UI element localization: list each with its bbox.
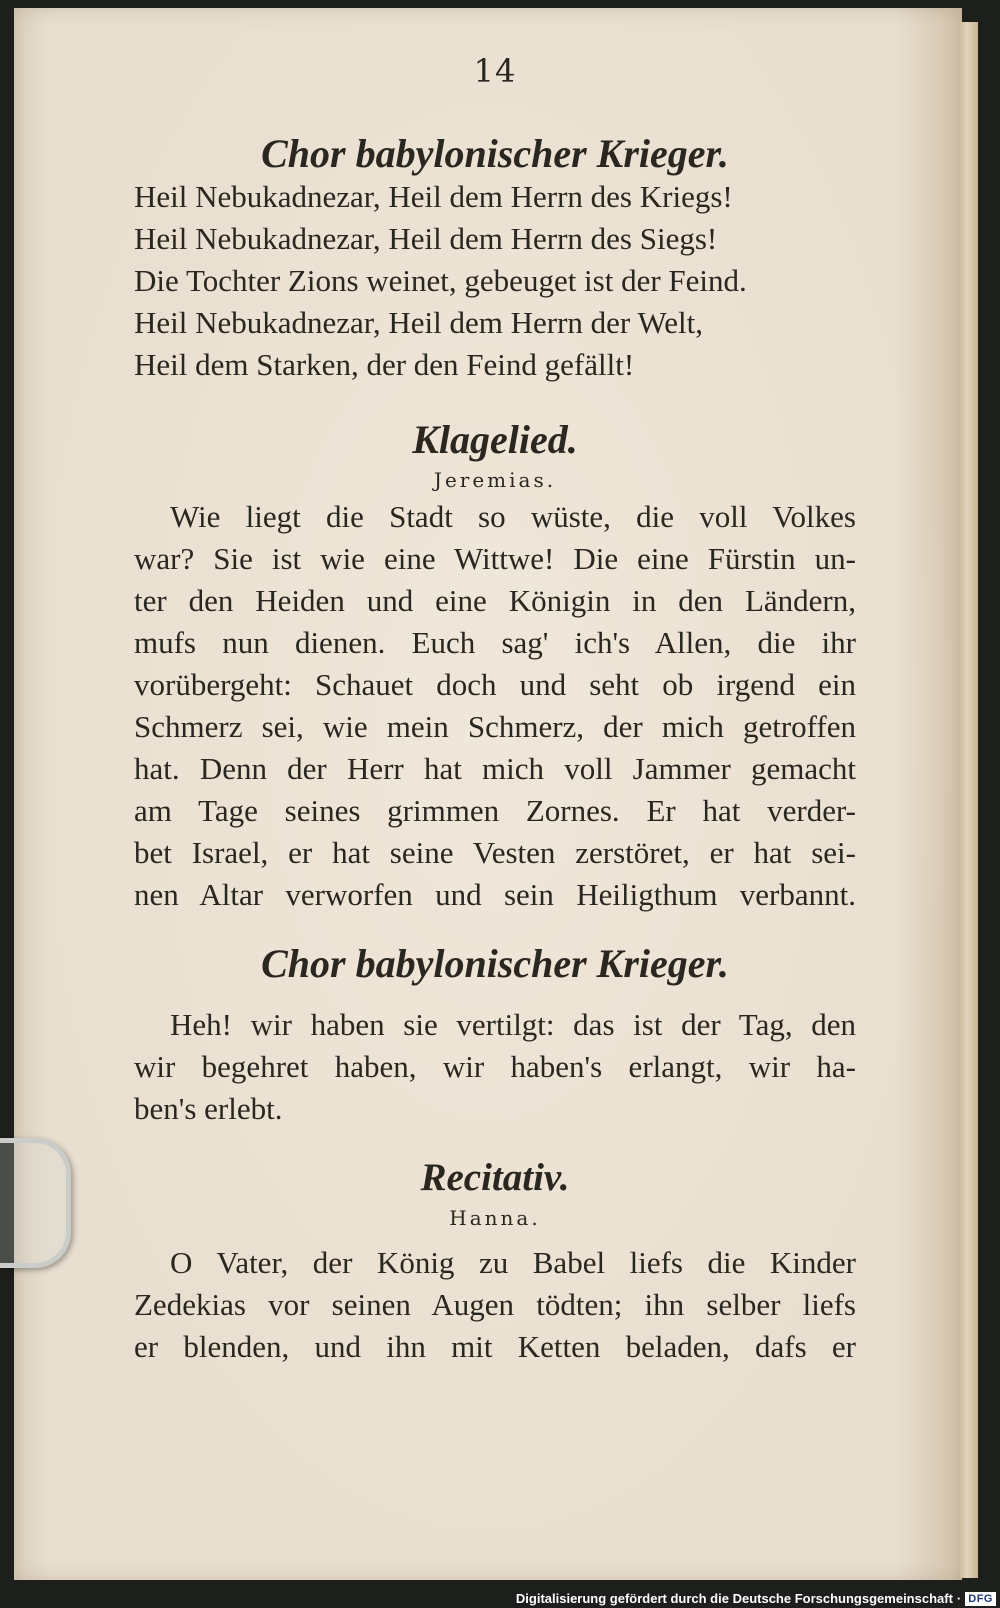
prose-line: hat. Denn der Herr hat mich voll Jammer gemacht <box>134 751 856 786</box>
verse-line: Heil dem Starken, der den Feind gefällt! <box>134 347 635 382</box>
prose-line: wir begehret haben, wir haben's erlangt, wir ha- <box>134 1049 856 1084</box>
page-content <box>134 52 856 1368</box>
page-number: 14 <box>473 52 517 90</box>
section-recitativ <box>134 1156 856 1368</box>
credit-text: Digitalisierung gefördert durch die Deutsche Forschungsgemeinschaft <box>515 1591 953 1606</box>
prose-line: mufs nun dienen. Euch sag' ich's Allen, die ihr <box>134 625 856 660</box>
section-heading: Chor babylonischer Krieger. <box>261 941 729 986</box>
prose-line: am Tage seines grimmen Zornes. Er hat verder- <box>134 793 856 828</box>
prose-line: nen Altar verworfen und sein Heiligthum verbannt. <box>134 877 856 912</box>
speaker-name: Jeremias. <box>433 468 557 492</box>
verse-line: Heil Nebukadnezar, Heil dem Herrn der Welt, <box>134 305 703 340</box>
dfg-logo: DFG <box>965 1592 996 1606</box>
prose-line: Wie liegt die Stadt so wüste, die voll Volkes <box>170 499 856 534</box>
section-heading: Chor babylonischer Krieger. <box>261 131 729 176</box>
prose-line: war? Sie ist wie eine Wittwe! Die eine Fürstin un- <box>134 541 856 576</box>
prose-block <box>134 1242 856 1368</box>
verse-line: Heil Nebukadnezar, Heil dem Herrn des Siegs! <box>134 221 718 256</box>
prose-block <box>134 1004 856 1130</box>
prose-line: Zedekias vor seinen Augen tödten; ihn selber liefs <box>134 1287 856 1322</box>
prose-line: er blenden, und ihn mit Ketten beladen, dafs er <box>134 1329 856 1364</box>
verse-line: Heil Nebukadnezar, Heil dem Herrn des Kriegs! <box>134 179 733 214</box>
prose-line: ben's erlebt. <box>134 1091 283 1126</box>
prose-block <box>134 496 856 916</box>
digitization-credit: Digitalisierung gefördert durch die Deutsche Forschungsgemeinschaft · DFG <box>516 1591 996 1606</box>
prose-line: Heh! wir haben sie vertilgt: das ist der Tag, den <box>170 1007 856 1042</box>
prose-line: O Vater, der König zu Babel liefs die Kinder <box>170 1245 856 1280</box>
section-chor-2 <box>134 942 856 1130</box>
section-heading: Klagelied. <box>412 417 578 462</box>
facing-page-edge <box>960 22 978 1578</box>
section-klagelied <box>134 418 856 916</box>
section-heading: Recitativ. <box>420 1156 570 1199</box>
prose-line: vorübergeht: Schauet doch und seht ob irgend ein <box>134 667 856 702</box>
prose-line: Schmerz sei, wie mein Schmerz, der mich getroffen <box>134 709 856 744</box>
section-chor-1 <box>134 132 856 386</box>
page-clip <box>0 1138 71 1268</box>
verse-line: Die Tochter Zions weinet, gebeuget ist der Feind. <box>134 263 747 298</box>
prose-line: ter den Heiden und eine Königin in den Ländern, <box>134 583 856 618</box>
prose-line: bet Israel, er hat seine Vesten zerstöret, er hat sei- <box>134 835 856 870</box>
speaker-name: Hanna. <box>449 1206 541 1230</box>
